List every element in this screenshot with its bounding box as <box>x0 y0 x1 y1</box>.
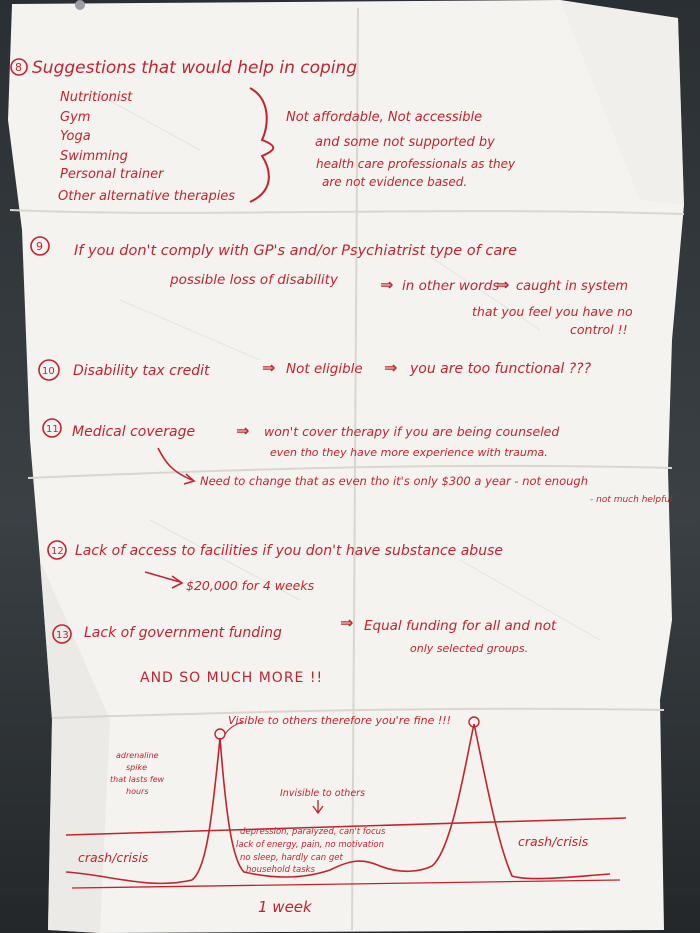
graph-top-note: Visible to others therefore you're fine !!! <box>228 714 452 727</box>
note-line: are not evidence based. <box>322 175 468 189</box>
axis-label: 1 week <box>258 898 312 916</box>
section-text: that you feel you have no <box>472 304 633 319</box>
left-crash-label: crash/crisis <box>78 850 149 865</box>
arrow-icon: ⇒ <box>262 358 276 377</box>
low-note-line: depression, paralyzed, can't focus <box>240 827 386 837</box>
list-item: Gym <box>60 110 91 125</box>
spike-note-line: adrenaline <box>116 751 159 760</box>
list-item: Other alternative therapies <box>58 189 236 204</box>
section-number: 11 <box>46 424 59 435</box>
closing-text: AND SO MUCH MORE !! <box>140 670 324 686</box>
section-text: possible loss of disability <box>170 272 338 288</box>
right-crash-label: crash/crisis <box>518 834 589 849</box>
section-number: 13 <box>56 630 69 641</box>
section-text: - not much helpful <box>590 495 673 505</box>
section-number: 9 <box>36 240 43 253</box>
low-note-line: no sleep, hardly can get <box>240 853 343 863</box>
note-line: health care professionals as they <box>316 157 516 171</box>
section-text: Disability tax credit <box>73 363 210 379</box>
pin-icon <box>75 0 85 10</box>
list-item: Nutritionist <box>60 90 133 105</box>
note-line: Not affordable, Not accessible <box>286 110 483 125</box>
section-text: you are too functional ??? <box>410 361 592 377</box>
list-item: Personal trainer <box>60 167 164 182</box>
invisible-label: Invisible to others <box>280 788 366 799</box>
section-text: in other words <box>402 278 500 294</box>
spike-note-line: hours <box>126 787 149 796</box>
low-note-line: lack of energy, pain, no motivation <box>236 840 385 850</box>
section-number: 10 <box>42 366 55 377</box>
section-text: Not eligible <box>286 361 363 377</box>
arrow-icon: ⇒ <box>496 275 510 294</box>
list-item: Swimming <box>60 149 128 164</box>
section-text: even tho they have more experience with trauma. <box>270 446 548 459</box>
section-number: 12 <box>51 546 64 557</box>
list-item: Yoga <box>60 129 91 144</box>
low-note-line: household tasks <box>246 865 316 875</box>
spike-note-line: that lasts few <box>110 775 165 784</box>
section-text: Lack of access to facilities if you don't have substance abuse <box>75 543 503 559</box>
section-text: won't cover therapy if you are being counseled <box>264 424 560 439</box>
section-text: Equal funding for all and not <box>364 618 557 634</box>
arrow-icon: ⇒ <box>384 358 398 377</box>
section-text: control !! <box>570 322 628 337</box>
arrow-icon: ⇒ <box>236 421 250 440</box>
note-line: and some not supported by <box>315 135 495 150</box>
section-text: only selected groups. <box>410 642 529 655</box>
section-text: $20,000 for 4 weeks <box>186 578 315 593</box>
section-text: Lack of government funding <box>84 625 282 641</box>
arrow-icon: ⇒ <box>340 613 354 632</box>
section-number: 8 <box>15 61 22 74</box>
section-heading: Suggestions that would help in coping <box>32 58 358 78</box>
section-text: Need to change that as even tho it's only $300 a year - not enough <box>200 474 588 488</box>
spike-note-line: spike <box>126 763 148 772</box>
arrow-icon: ⇒ <box>380 275 394 294</box>
section-text: caught in system <box>516 279 629 294</box>
section-text: If you don't comply with GP's and/or Psychiatrist type of care <box>74 243 518 259</box>
section-text: Medical coverage <box>72 424 196 440</box>
